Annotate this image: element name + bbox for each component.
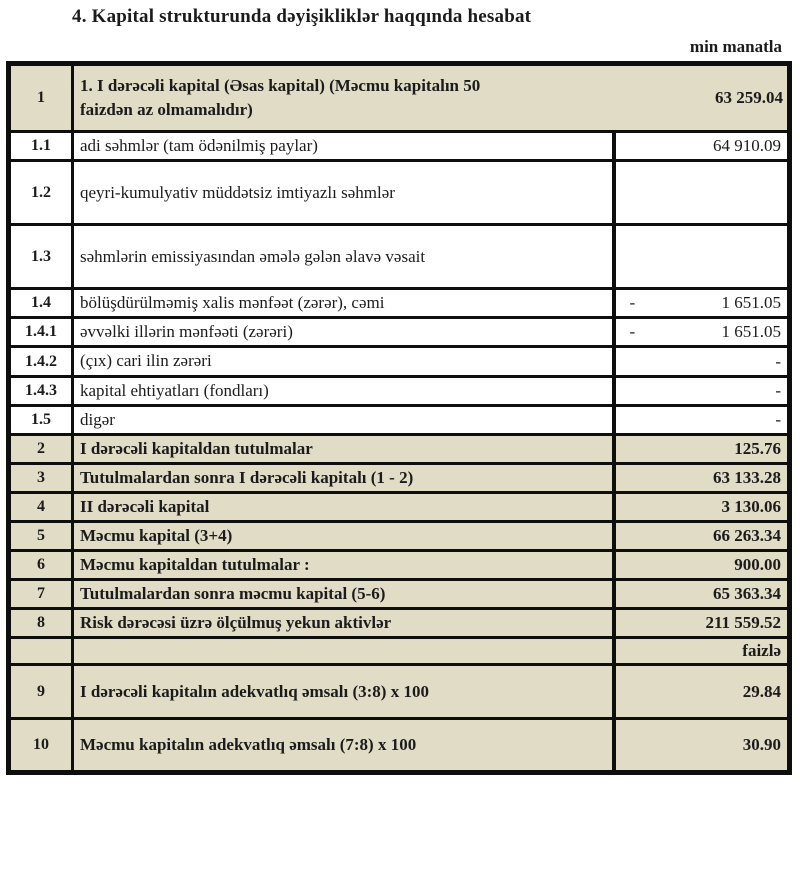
row-label: Məcmu kapitalın adekvatlıq əmsalı (7:8) x 100	[80, 735, 417, 755]
negative-sign: -	[629, 293, 636, 313]
row-value: 211 559.52	[705, 613, 781, 633]
row-value-cell	[614, 376, 790, 405]
row-number-cell: 3	[9, 463, 73, 492]
row-number-cell: 1.5	[9, 405, 73, 434]
row-label-cell	[73, 225, 614, 289]
table-row	[9, 551, 790, 580]
row-value-cell	[614, 522, 790, 551]
row-label-cell	[73, 719, 614, 773]
row-number-cell: 6	[9, 551, 73, 580]
row-number-cell: 8	[9, 609, 73, 638]
unit-label: min manatla	[689, 36, 782, 56]
row-label-cell	[73, 434, 614, 463]
row-value-cell	[614, 132, 790, 161]
row-number-cell: 4	[9, 492, 73, 521]
row-number-cell: 1.4.1	[9, 318, 73, 347]
table-row	[9, 225, 790, 289]
row-value: 29.84	[742, 681, 781, 701]
row-number-cell: 1.4	[9, 289, 73, 318]
row-value-cell	[614, 609, 790, 638]
row-value-cell	[614, 405, 790, 434]
row-label: qeyri-kumulyativ müddətsiz imtiyazlı səhmlər	[80, 182, 395, 202]
row-value-cell	[614, 551, 790, 580]
table-row	[9, 318, 790, 347]
row-label-cell	[73, 64, 790, 132]
row-value-cell	[614, 225, 790, 289]
row-label: Tutulmalardan sonra I dərəcəli kapitalı (1 - 2)	[80, 467, 414, 487]
table-row	[9, 638, 790, 665]
table-row	[9, 665, 790, 719]
table-row	[9, 719, 790, 773]
table-row	[9, 405, 790, 434]
row-label-cell	[73, 161, 614, 225]
row-value: 64 910.09	[713, 136, 781, 156]
row-value-cell	[614, 434, 790, 463]
row-value: 65 363.34	[713, 584, 781, 604]
row-label-cell	[73, 638, 614, 665]
row-value: 63 259.04	[715, 88, 783, 108]
row-value-cell	[614, 463, 790, 492]
row-number-cell: 1.2	[9, 161, 73, 225]
row-label-cell	[73, 551, 614, 580]
row-number-cell: 5	[9, 522, 73, 551]
row-label: digər	[80, 409, 115, 429]
row-value: faizlə	[742, 641, 781, 661]
row-number-cell: 1.4.3	[9, 376, 73, 405]
row-number-cell: 1.3	[9, 225, 73, 289]
negative-sign: -	[629, 322, 636, 342]
row-value: 1 651.05	[721, 293, 781, 313]
row-label-cell	[73, 132, 614, 161]
row-label-cell	[73, 492, 614, 521]
page-title: 4. Kapital strukturunda dəyişikliklər haqqında hesabat	[72, 6, 532, 27]
capital-structure-table	[6, 61, 792, 775]
row-value: 900.00	[734, 555, 781, 575]
row-label-cell	[73, 609, 614, 638]
row-label-cell	[73, 376, 614, 405]
row-label-cell	[73, 522, 614, 551]
row-label: səhmlərin emissiyasından əmələ gələn əlavə vəsait	[80, 246, 426, 266]
row-number-cell: 1.1	[9, 132, 73, 161]
table-row	[9, 64, 790, 132]
row-label-cell	[73, 318, 614, 347]
row-value: 30.90	[742, 735, 781, 755]
row-value-cell	[614, 289, 790, 318]
row-label: I dərəcəli kapitaldan tutulmalar	[80, 438, 313, 458]
row-value: 66 263.34	[713, 526, 781, 546]
row-label-cell	[73, 289, 614, 318]
row-label-cell	[73, 405, 614, 434]
row-number-cell: 1	[9, 64, 73, 132]
capital-table-body	[9, 64, 790, 773]
table-row	[9, 132, 790, 161]
row-label: (çıx) cari ilin zərəri	[80, 351, 212, 371]
row-label: II dərəcəli kapital	[80, 496, 210, 516]
table-row	[9, 376, 790, 405]
row-label: Məcmu kapitaldan tutulmalar :	[80, 555, 310, 575]
row-label: Risk dərəcəsi üzrə ölçülmuş yekun aktivlər	[80, 613, 392, 633]
row-number-cell: 7	[9, 580, 73, 609]
table-row	[9, 580, 790, 609]
table-row	[9, 492, 790, 521]
row-value-cell	[614, 161, 790, 225]
table-row	[9, 609, 790, 638]
row-value: -	[775, 409, 781, 429]
row-value: -	[775, 380, 781, 400]
row-number-cell: 10	[9, 719, 73, 773]
row-value-cell	[614, 665, 790, 719]
row-label-cell	[73, 347, 614, 376]
row-value-cell	[614, 347, 790, 376]
row-number-cell: 2	[9, 434, 73, 463]
table-row	[9, 463, 790, 492]
row-value: 63 133.28	[713, 467, 781, 487]
row-value: 1 651.05	[721, 322, 781, 342]
row-value: 125.76	[734, 438, 781, 458]
row-label: Məcmu kapital (3+4)	[80, 526, 233, 546]
row-number-cell: 1.4.2	[9, 347, 73, 376]
row-value-cell	[614, 492, 790, 521]
row-label-cell	[73, 665, 614, 719]
table-row	[9, 347, 790, 376]
row-value: -	[775, 351, 781, 371]
table-row	[9, 289, 790, 318]
row-number-cell	[9, 638, 73, 665]
row-label-cell	[73, 580, 614, 609]
table-row	[9, 434, 790, 463]
row-value-cell	[614, 318, 790, 347]
row-label-cell	[73, 463, 614, 492]
row-label: 1. I dərəcəli kapital (Əsas kapital) (Məcmu kapitalın 50 faizdən az olmamalıdır)	[80, 75, 481, 120]
row-label: Tutulmalardan sonra məcmu kapital (5-6)	[80, 584, 386, 604]
row-value-cell	[614, 580, 790, 609]
row-label: I dərəcəli kapitalın adekvatlıq əmsalı (3:8) x 100	[80, 681, 429, 701]
row-label: əvvəlki illərin mənfəəti (zərəri)	[80, 322, 293, 342]
row-value-cell	[614, 719, 790, 773]
table-row	[9, 522, 790, 551]
row-label: bölüşdürülməmiş xalis mənfəət (zərər), cəmi	[80, 293, 385, 313]
row-label: adi səhmlər (tam ödənilmiş paylar)	[80, 136, 318, 156]
row-label: kapital ehtiyatları (fondları)	[80, 380, 269, 400]
table-row	[9, 161, 790, 225]
row-value-cell	[614, 638, 790, 665]
row-number-cell: 9	[9, 665, 73, 719]
row-value: 3 130.06	[721, 496, 781, 516]
